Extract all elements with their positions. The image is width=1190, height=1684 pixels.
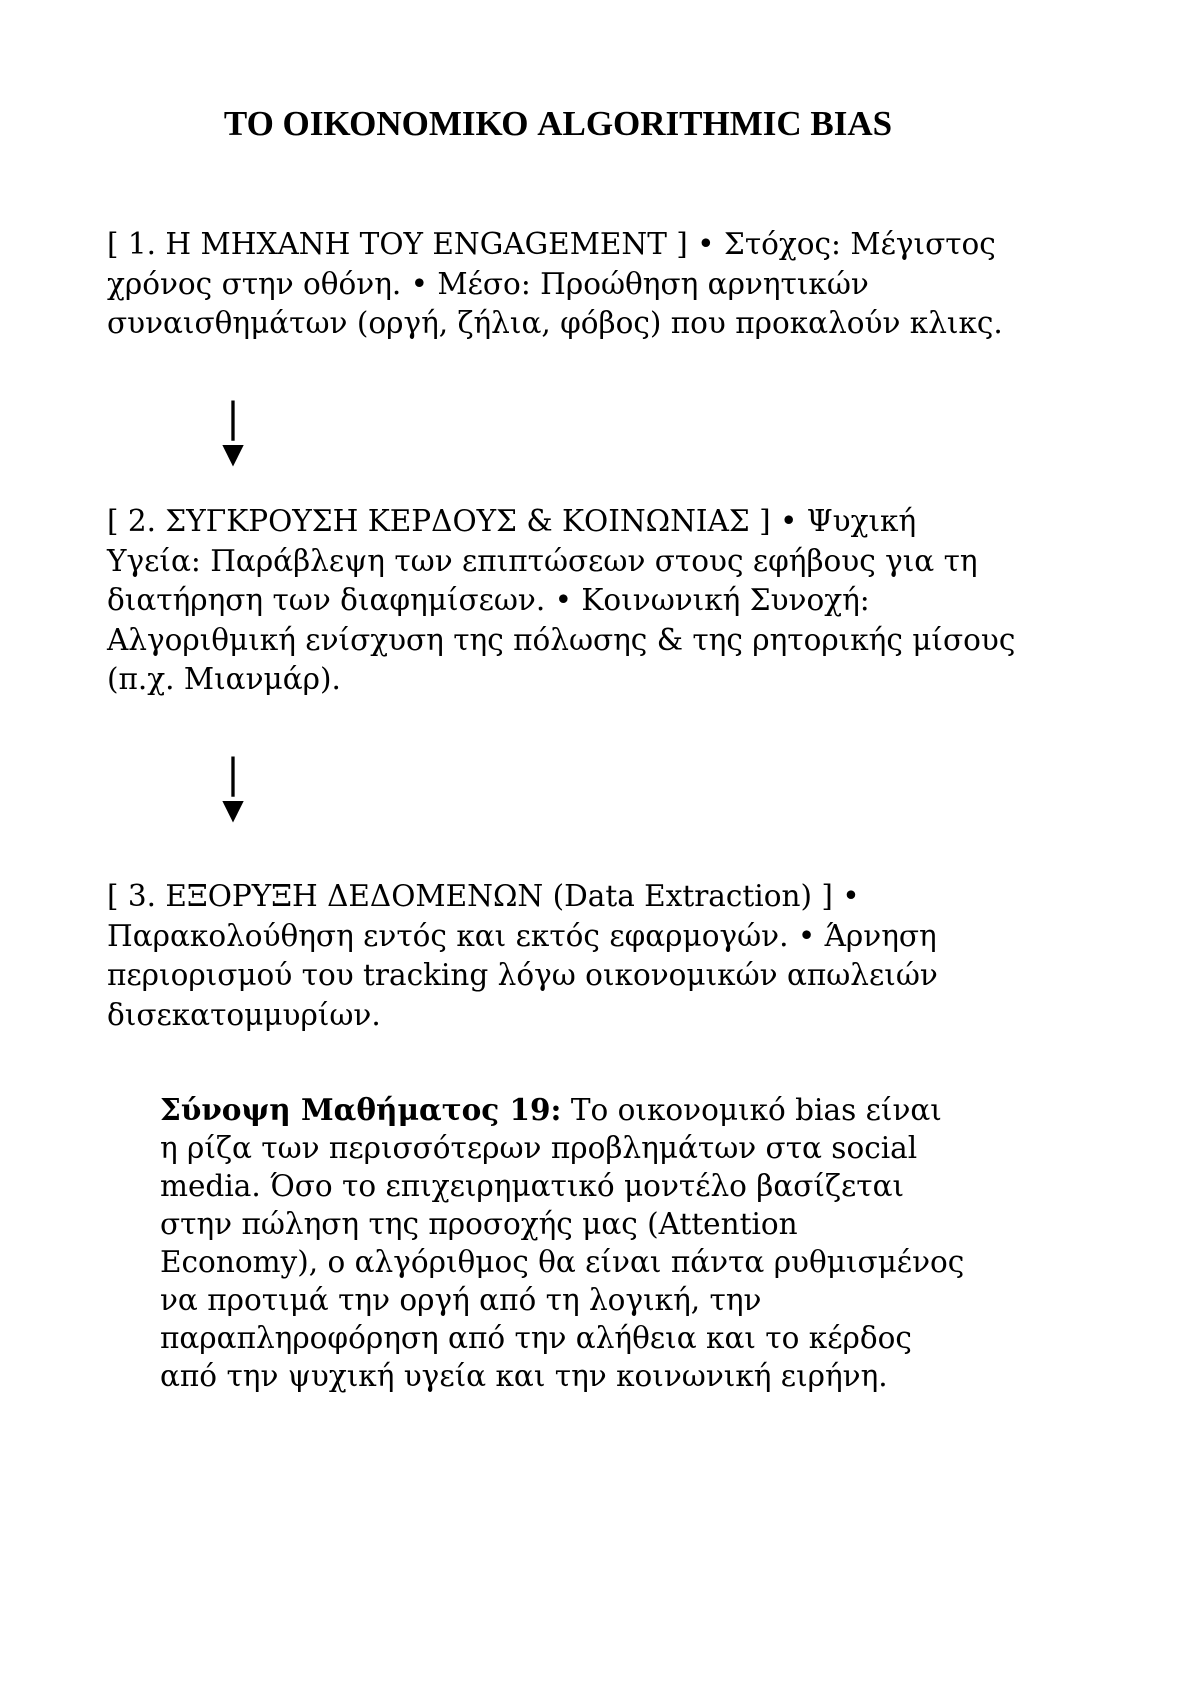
arrow-down-icon: ▼ <box>222 437 244 470</box>
arrow-down-icon: ▼ <box>222 793 244 826</box>
flow-arrow-2 <box>211 751 255 826</box>
arrow-stem: | <box>226 395 240 441</box>
summary-label: Σύνοψη Μαθήματος 19: <box>160 1092 562 1127</box>
arrow-stem: | <box>226 751 240 797</box>
flow-step-1: [ 1. Η ΜΗΧΑΝΗ ΤΟΥ ENGAGEMENT ] • Στόχος: Μέγιστος χρόνος στην οθόνη. • Μέσο: Προώθηση αρνητικών συναισθημάτων (οργή, ζήλια, φόβος) που προκαλούν κλικς. <box>107 227 1003 340</box>
flow-step-2: [ 2. ΣΥΓΚΡΟΥΣΗ ΚΕΡΔΟΥΣ & ΚΟΙΝΩΝΙΑΣ ] • Ψυχική Υγεία: Παράβλεψη των επιπτώσεων στους εφήβους για τη διατήρηση των διαφημίσεων. • Κοινωνική Συνοχή: Αλγοριθμική ενίσχυση της πόλωσης & της ρητορικής μίσους (π.χ. Μιανμάρ). <box>107 504 1016 696</box>
flow-step-3: [ 3. ΕΞΟΡΥΞΗ ΔΕΔΟΜΕΝΩΝ (Data Extraction) ] • Παρακολούθηση εντός και εκτός εφαρμογών. • Άρνηση περιορισμού του tracking λόγω οικονομικών απωλειών δισεκατομμυρίων. <box>107 879 938 1032</box>
document-title: ΤΟ ΟΙΚΟΝΟΜΙΚΟ ALGORITHMIC BIAS <box>223 104 893 143</box>
lesson-summary <box>160 1091 1160 1395</box>
flow-arrow-1 <box>211 395 255 470</box>
summary-text: Το οικονομικό bias είναι η ρίζα των περισσότερων προβλημάτων στα social media. Όσο το επιχειρηματικό μοντέλο βασίζεται στην πώληση της προσοχής μας (Attention Economy), ο αλγόριθμος θα είναι πάντα ρυθμισμένος να προτιμά την οργή από τη λογική, την παραπληροφόρηση από την αλήθεια και το κέρδος από την ψυχική υγεία και την κοινωνική ειρήνη. <box>160 1093 965 1393</box>
